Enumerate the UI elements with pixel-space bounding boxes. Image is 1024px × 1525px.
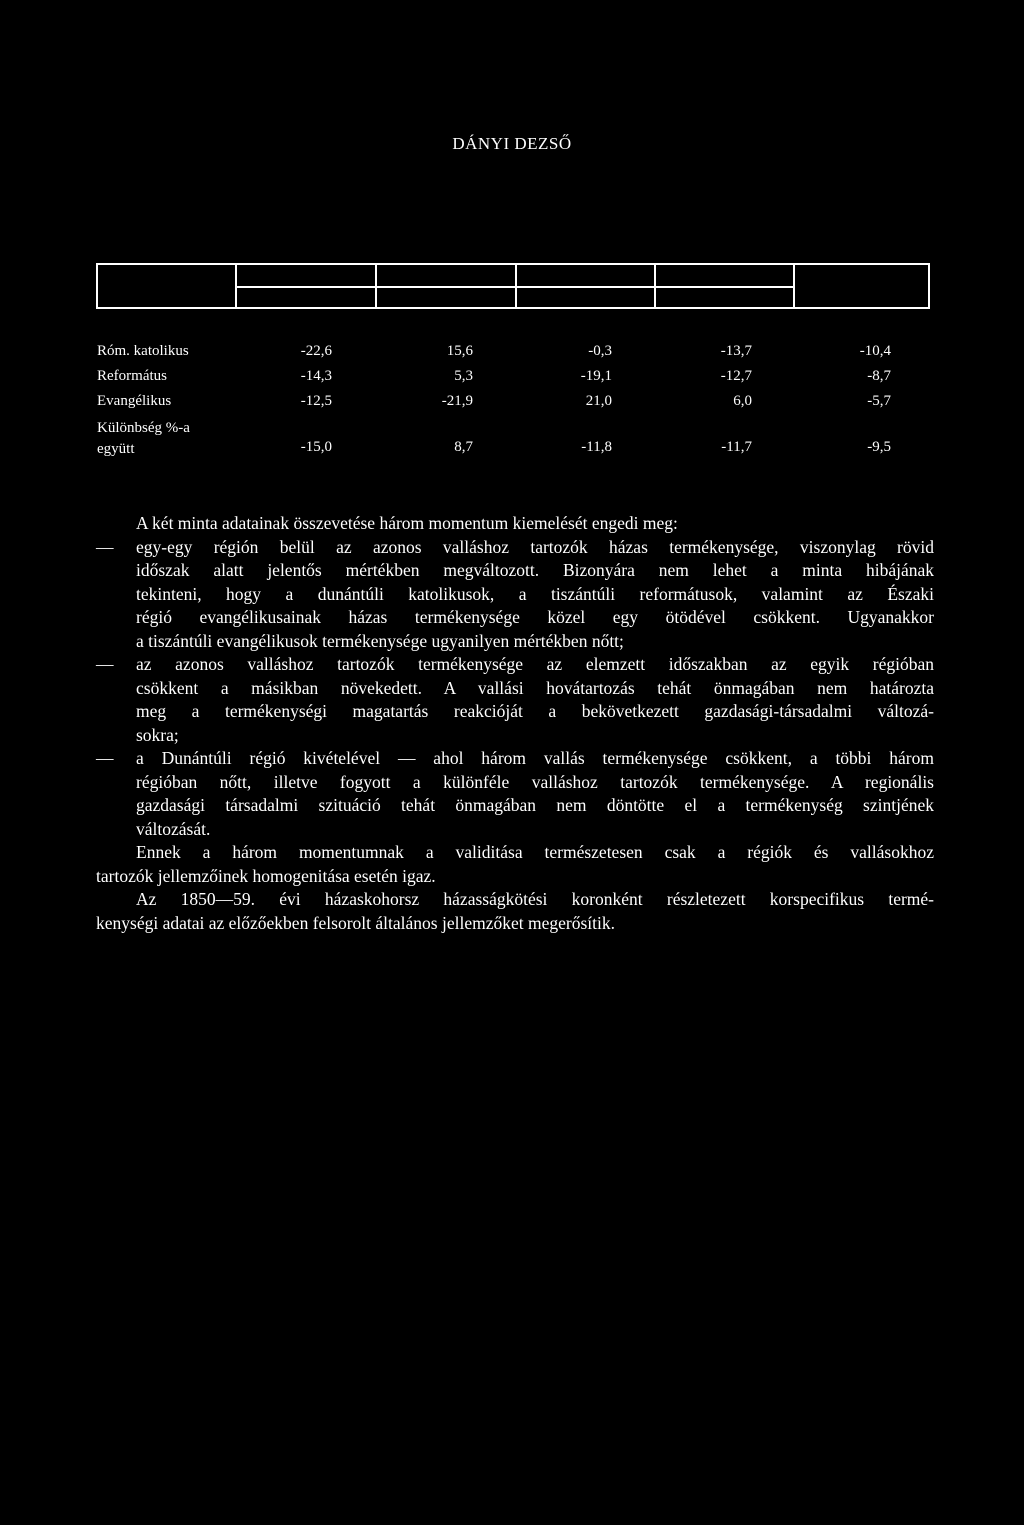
- table-divider: [793, 265, 795, 307]
- dash-marker: —: [96, 536, 114, 557]
- text-line: a tiszántúli evangélikusok termékenysége ugyanilyen mértékben nőtt;: [136, 630, 624, 651]
- table-cell: -21,9: [441, 393, 473, 409]
- dash-marker: —: [96, 654, 114, 674]
- text-line: régió evangélikusainak házas termékenysége közel egy ötödével csökkent. Ugyanakkor: [136, 607, 934, 627]
- table-header-frame: [96, 263, 930, 309]
- text-line: tekinteni, hogy a dunántúli katolikusok, a tiszántúli reformátusok, valamint az Északi: [136, 583, 934, 604]
- table-cell: -11,7: [721, 439, 752, 455]
- text-line: egy-egy régión belül az azonos valláshoz tartozók házas termékenysége, viszonylag rövid: [136, 536, 934, 557]
- text-line: gazdasági társadalmi szituáció tehát önmagában nem döntötte el a termékenység szintjének: [136, 795, 934, 815]
- table-row: [97, 415, 927, 459]
- row-label: Evangélikus: [97, 393, 172, 409]
- row-label-line: Különbség %-a: [97, 420, 190, 436]
- table-row: [97, 340, 927, 365]
- table-cell: -5,7: [867, 393, 891, 409]
- table-cell: -13,7: [720, 343, 752, 359]
- row-label: Róm. katolikus: [97, 343, 189, 359]
- text-line: időszak alatt jelentős mértékben megváltozott. Bizonyára nem lehet a minta hibájának: [136, 560, 934, 580]
- page-header: DÁNYI DEZSŐ: [452, 134, 572, 153]
- text-line: tartozók jellemzőinek homogenitása esetén igaz.: [96, 865, 436, 886]
- table-row: [97, 365, 927, 390]
- text-line: kenységi adatai az előzőekben felsorolt általános jellemzőket megerősítik.: [96, 912, 615, 933]
- data-table: [97, 340, 927, 459]
- table-cell: 5,3: [454, 368, 473, 384]
- text-line: meg a termékenységi magatartás reakcióját a bekövetkezett gazdasági-társadalmi változá-: [136, 701, 934, 721]
- intro-paragraph: A két minta adatainak összevetése három momentum kiemelését engedi meg:: [136, 513, 678, 533]
- paragraph: [96, 888, 934, 935]
- text-line: az azonos valláshoz tartozók termékenysége az elemzett időszakban az egyik régióban: [136, 654, 934, 674]
- text-line: csökkent a másikban növekedett. A vallási hovátartozás tehát önmagában nem határozta: [136, 677, 934, 698]
- table-cell: -11,8: [581, 439, 612, 455]
- text-line: sokra;: [136, 724, 179, 745]
- table-cell: -9,5: [867, 439, 891, 455]
- row-label-line: együtt: [97, 441, 135, 457]
- paragraph: [96, 841, 934, 888]
- table-row: [97, 390, 927, 415]
- text-line: a Dunántúli régió kivételével — ahol három vallás termékenysége csökkent, a többi három: [136, 748, 934, 768]
- table-cell: 15,6: [446, 343, 473, 359]
- table-cell: -0,3: [588, 343, 612, 359]
- table-cell: -14,3: [300, 368, 332, 384]
- list-item: [96, 653, 934, 747]
- row-label: Református: [97, 368, 167, 384]
- table-cell: -12,5: [300, 393, 332, 409]
- table-cell: -12,7: [720, 368, 752, 384]
- body-text: [96, 512, 934, 935]
- dash-marker: —: [96, 748, 114, 768]
- table-cell: -22,6: [300, 343, 332, 359]
- row-label: [97, 418, 190, 460]
- table-cell: -8,7: [867, 368, 891, 384]
- table-cell: -19,1: [580, 368, 612, 384]
- table-cell: 21,0: [585, 393, 612, 409]
- table-divider: [235, 286, 793, 288]
- table-cell: -10,4: [859, 343, 891, 359]
- table-cell: 8,7: [454, 439, 473, 455]
- text-line: változását.: [136, 818, 211, 839]
- list-item: [96, 747, 934, 841]
- text-line: régióban nőtt, illetve fogyott a különféle valláshoz tartozók termékenysége. A regionális: [136, 771, 934, 792]
- table-cell: -15,0: [300, 439, 332, 455]
- table-cell: 6,0: [733, 393, 752, 409]
- list-item: [96, 536, 934, 654]
- text-line: Az 1850—59. évi házaskohorsz házasságkötési koronként részletezett korspecifikus termé-: [136, 889, 934, 909]
- text-line: Ennek a három momentumnak a validitása természetesen csak a régiók és vallásokhoz: [136, 842, 934, 862]
